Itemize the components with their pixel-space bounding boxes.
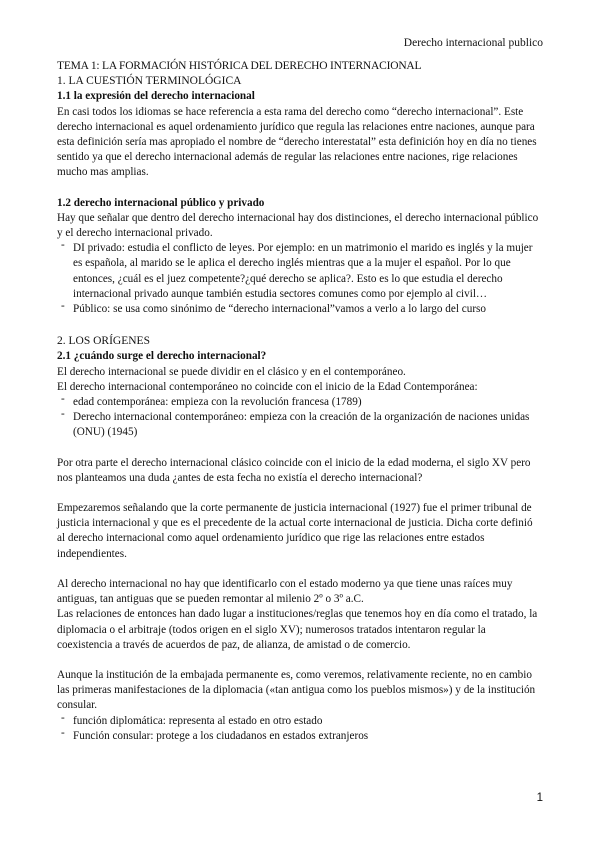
- paragraph: Por otra parte el derecho internacional clásico coincide con el inicio de la edad moderna, el siglo XV pero nos planteamos una duda ¿antes de esta fecha no existía el derecho internacional?: [57, 456, 531, 484]
- list-item: - Público: se usa como sinónimo de “derecho internacional”vamos a verlo a lo largo del curso: [57, 302, 543, 317]
- subsection-heading-2-1: 2.1 ¿cuándo surge el derecho internacional?: [57, 350, 267, 363]
- subsection-heading-1-2: 1.2 derecho internacional público y privado: [57, 196, 265, 209]
- paragraph: Hay que señalar que dentro del derecho internacional hay dos distinciones, el derecho internacional público y el derecho internacional privado.: [57, 211, 539, 240]
- subsection-heading-1-1: 1.1 la expresión del derecho internacional: [57, 90, 255, 103]
- spacer: [57, 181, 543, 196]
- bullet-list: [57, 395, 543, 441]
- paragraph: Empezaremos señalando que la corte permanente de justicia internacional (1927) fue el primer tribunal de justicia internacional y que es el precedente de la actual corte internacional de justicia. Dicha corte definió al derecho internacional como aquel ordenamiento jurídico que rige las relaciones entre estados independientes.: [57, 502, 533, 560]
- document-body: [57, 59, 543, 744]
- page-number: 1: [536, 792, 543, 804]
- spacer: [57, 441, 543, 456]
- section-heading-1: 1. LA CUESTIÓN TERMINOLÓGICA: [57, 75, 242, 88]
- spacer: [57, 486, 543, 501]
- spacer: [57, 653, 543, 668]
- paragraph: Al derecho internacional no hay que identificarlo con el estado moderno ya que tiene unas raíces muy antiguas, tan antiguas que se pueden remontar al milenio 2º o 3º a.C.: [57, 577, 513, 606]
- list-item: - Función consular: protege a los ciudadanos en estados extranjeros: [57, 729, 543, 744]
- bullet-list: [57, 241, 543, 317]
- list-item: - edad contemporánea: empieza con la revolución francesa (1789): [57, 395, 543, 410]
- document-title: TEMA 1: LA FORMACIÓN HISTÓRICA DEL DERECHO INTERNACIONAL: [57, 60, 422, 72]
- bullet-list: [57, 714, 543, 744]
- running-header: Derecho internacional publico: [403, 37, 543, 49]
- spacer: [57, 317, 543, 334]
- paragraph: En casi todos los idiomas se hace referencia a esta rama del derecho como “derecho internacional”. Este derecho internacional es aquel ordenamiento jurídico que regula las relaciones entre naciones, aunque para esta definición sería mas apropiado el nombre de “derecho interestatal” esta definición hoy en día no tienes sentido ya que el derecho internacional además de regular las relaciones entre naciones, rige relaciones mucho mas amplias.: [57, 105, 537, 179]
- list-item: - DI privado: estudia el conflicto de leyes. Por ejemplo: en un matrimonio el marido es inglés y la mujer es española, al marido se le aplica el derecho inglés mientras que a la mujer el español. Por lo que entonces, ¿cuál es el juez competente?¿qué derecho se aplica?. Esto es lo que estudia el derecho internacional privado aunque también estudia sectores comunes como por ejemplo al civil…: [57, 241, 543, 302]
- paragraph: Aunque la institución de la embajada permanente es, como veremos, relativamente reciente, no en cambio las primeras manifestaciones de la diplomacia («tan antigua como los pueblos mismos») y de la institución consular.: [57, 668, 536, 712]
- spacer: [57, 562, 543, 577]
- paragraph: El derecho internacional se puede dividir en el clásico y en el contemporáneo.: [57, 365, 406, 378]
- paragraph: El derecho internacional contemporáneo no coincide con el inicio de la Edad Contemporánea:: [57, 380, 478, 393]
- list-item: - Derecho internacional contemporáneo: empieza con la creación de la organización de naciones unidas (ONU) (1945): [57, 410, 543, 440]
- paragraph: Las relaciones de entonces han dado lugar a instituciones/reglas que tenemos hoy en día como el tratado, la diplomacia o el arbitraje (todos origen en el siglo XV); numerosos tratados intentaron regular la coexistencia a través de acuerdos de paz, de alianza, de amistad o de comercio.: [57, 608, 538, 651]
- list-item: - función diplomática: representa al estado en otro estado: [57, 714, 543, 729]
- section-heading-2: 2. LOS ORÍGENES: [57, 335, 150, 348]
